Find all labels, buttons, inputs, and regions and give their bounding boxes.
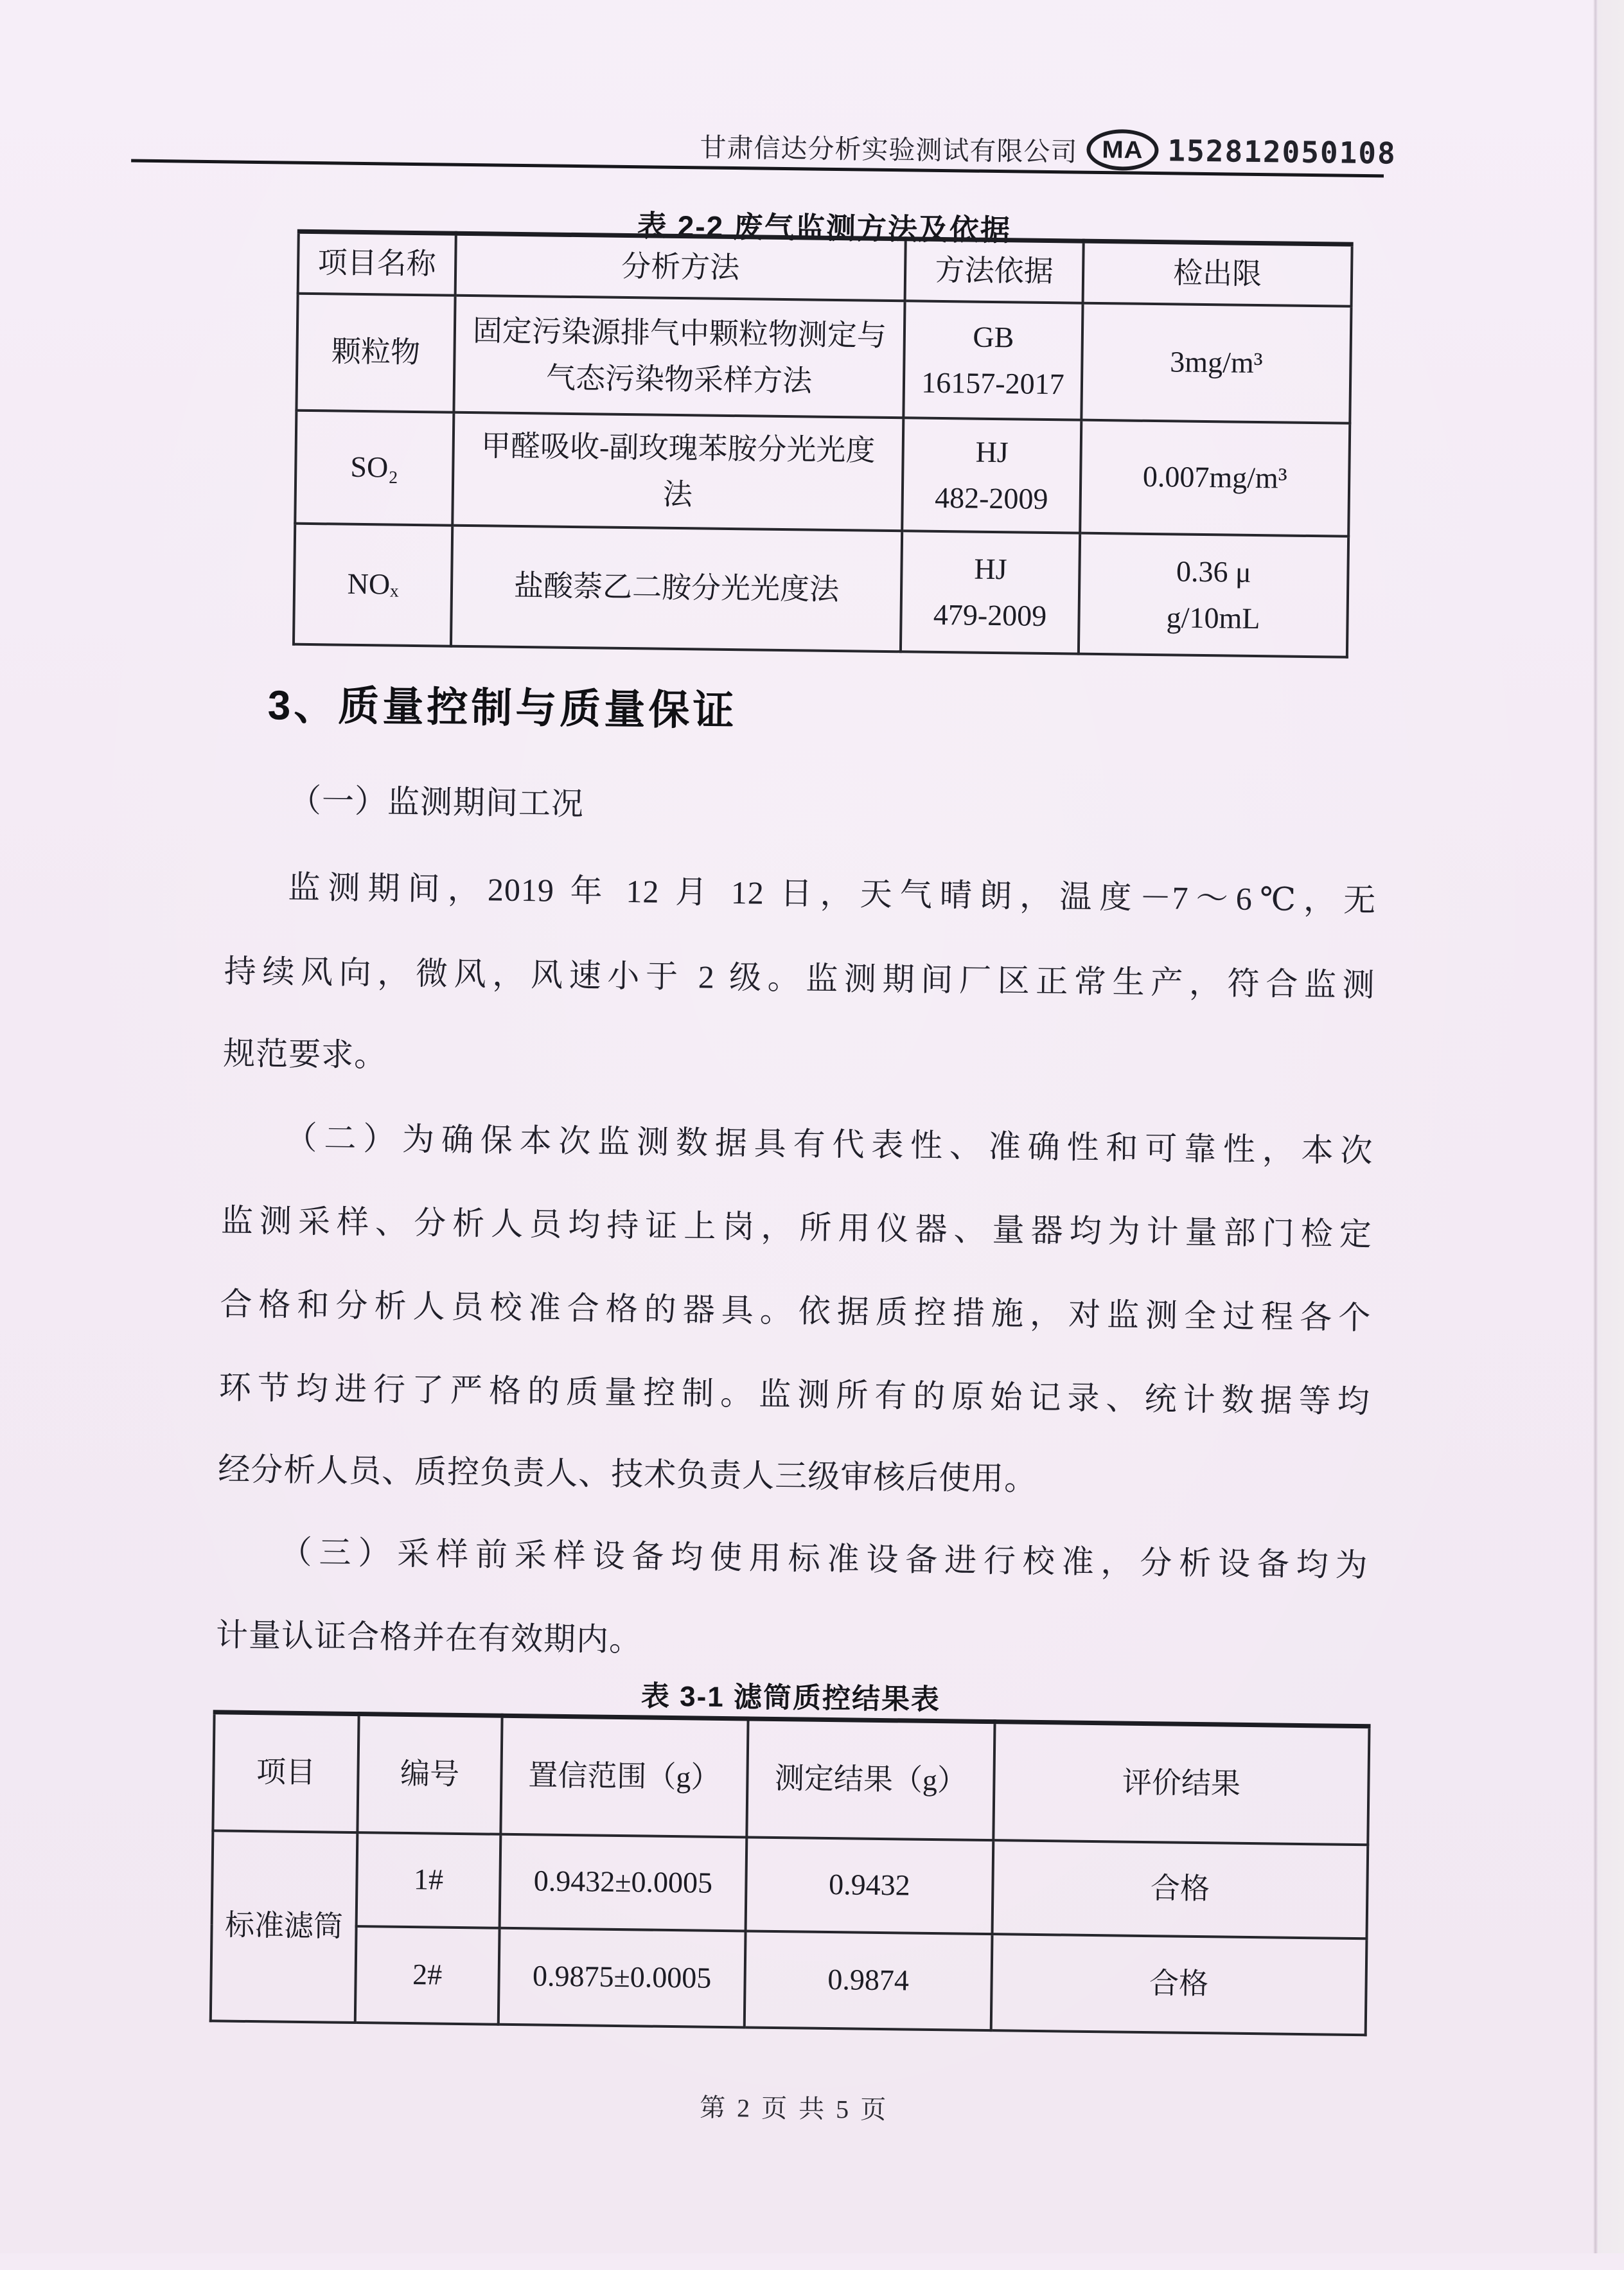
t22-cell-basis — [903, 301, 1082, 420]
table-2-2-title: 表 2-2 废气监测方法及依据 — [637, 209, 1012, 247]
t31-header-result: 测定结果（g） — [746, 1719, 994, 1840]
basis-line: 16157-2017 — [921, 366, 1064, 400]
table-row — [294, 523, 1348, 657]
method-line: 气态污染物采样方法 — [545, 360, 813, 398]
paragraph-line: 环节均进行了严格的质量控制。监测所有的原始记录、统计数据等均 — [218, 1369, 1371, 1420]
t22-cell-item: SO₂ — [295, 410, 454, 525]
basis-line: 479-2009 — [933, 598, 1047, 632]
paragraph-line: 规范要求。 — [222, 1035, 387, 1074]
company-name: 甘肃信达分析实验测试有限公司 — [700, 132, 1078, 167]
paragraph-line: 合格和分析人员校准合格的器具。依据质控措施，对监测全过程各个 — [220, 1286, 1372, 1336]
t22-cell-method — [452, 412, 903, 531]
t31-cell-range: 0.9432±0.0005 — [500, 1834, 747, 1931]
t31-cell-evaluation: 合格 — [993, 1840, 1368, 1938]
t22-cell-method: 盐酸萘乙二胺分光光度法 — [451, 525, 902, 652]
paragraph-line: （一）监测期间工况 — [288, 782, 585, 822]
t22-cell-limit — [1079, 533, 1348, 657]
limit-line: 0.36 μ — [1176, 554, 1252, 589]
t22-cell-limit: 3mg/m³ — [1081, 303, 1351, 423]
t31-header-range: 置信范围（g） — [500, 1716, 748, 1837]
t22-cell-limit: 0.007mg/m³ — [1080, 420, 1350, 536]
paragraph-line: （二）为确保本次监测数据具有代表性、准确性和可靠性，本次 — [285, 1119, 1373, 1169]
basis-line: 482-2009 — [934, 481, 1048, 515]
method-line: 甲醛吸收-副玫瑰苯胺分光光度 — [481, 429, 876, 467]
t31-header-no: 编号 — [357, 1714, 502, 1834]
limit-line: g/10mL — [1166, 600, 1260, 635]
paragraph-line: 计量认证合格并在有效期内。 — [215, 1617, 642, 1658]
table-row — [211, 1924, 1367, 2035]
table-row — [213, 1712, 1369, 1845]
t31-header-evaluation: 评价结果 — [993, 1722, 1369, 1845]
t22-header-method: 分析方法 — [455, 233, 906, 301]
t31-cell-no: 2# — [355, 1926, 500, 2025]
t22-cell-item: 颗粒物 — [296, 293, 455, 412]
basis-line: GB — [973, 320, 1014, 354]
paragraph-line: 监测采样、分析人员均持证上岗，所用仪器、量器均为计量部门检定 — [220, 1202, 1373, 1253]
method-line: 固定污染源排气中颗粒物测定与 — [472, 314, 887, 353]
table-row — [296, 293, 1351, 423]
t22-header-item: 项目名称 — [298, 231, 456, 295]
t31-cell-group-label: 标准滤筒 — [211, 1831, 358, 2023]
t22-cell-basis — [902, 418, 1081, 533]
cma-logo-text: MA — [1102, 136, 1143, 164]
method-line: 法 — [662, 477, 693, 511]
section-heading: 3、质量控制与质量保证 — [267, 682, 737, 734]
table-row — [295, 410, 1350, 536]
table-3-1-title: 表 3-1 滤筒质控结果表 — [640, 1680, 941, 1716]
t22-header-limit: 检出限 — [1083, 241, 1352, 306]
paper-edge-strip — [1598, 0, 1624, 2253]
cma-certification-icon — [1086, 129, 1159, 171]
table-2-2 — [292, 229, 1354, 659]
paragraph-line: 监测期间，2019 年 12 月 12 日，天气晴朗，温度－7～6℃，无 — [288, 869, 1377, 919]
basis-line: HJ — [975, 435, 1009, 469]
t22-cell-method — [454, 295, 905, 418]
paper-edge-line — [1593, 0, 1598, 2253]
paragraph-line: 经分析人员、质控负责人、技术负责人三级审核后使用。 — [217, 1451, 1037, 1497]
t22-cell-basis — [901, 531, 1080, 653]
paragraph-line: （三）采样前采样设备均使用标准设备进行校准，分析设备均为 — [279, 1534, 1368, 1584]
t31-cell-result: 0.9432 — [746, 1837, 994, 1934]
certification-number: 152812050108 — [1167, 133, 1397, 171]
t31-cell-no: 1# — [357, 1832, 501, 1928]
t31-cell-range: 0.9875±0.0005 — [499, 1928, 746, 2027]
paragraph-line: 持续风向，微风，风速小于 2 级。监测期间厂区正常生产，符合监测 — [224, 953, 1375, 1004]
t22-header-basis: 方法依据 — [905, 239, 1084, 303]
t31-cell-result: 0.9874 — [745, 1931, 993, 2030]
table-3-1 — [209, 1710, 1371, 2035]
page-number-footer: 第 2 页 共 5 页 — [699, 2093, 889, 2125]
basis-line: HJ — [974, 552, 1007, 586]
t22-cell-item: NOₓ — [294, 523, 452, 646]
t31-cell-evaluation: 合格 — [991, 1934, 1367, 2035]
t31-header-item: 项目 — [213, 1712, 358, 1832]
table-row — [212, 1831, 1368, 1938]
